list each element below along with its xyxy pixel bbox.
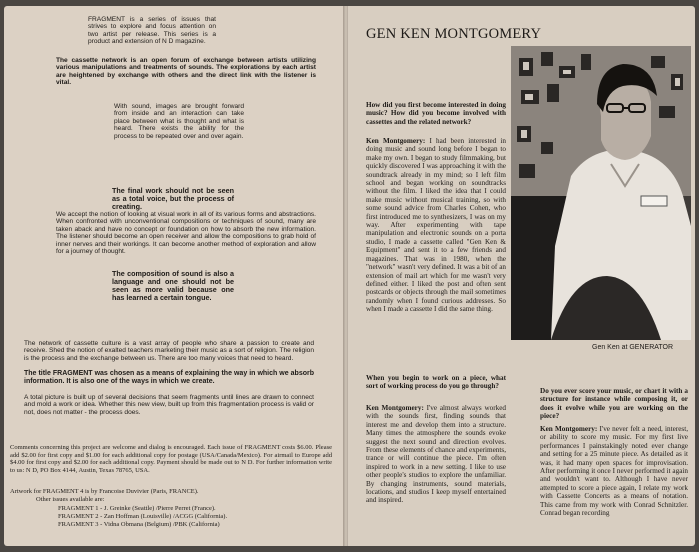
question-3: Do you ever score your music, or chart it with a structure for instance while composing it, or does it evolve while you are working on the piece? bbox=[540, 387, 688, 421]
answer-3-text: I've never felt a need, interest, or ability to score my music. For my first live performances I painstakingly noted ever change and setting for a 25 minute piece. As detailed as it was, it had many open spaces for improvisation. After performing it once I never performed it again and wouldn't want to. Although I have never attempted to score a piece again, I relate my work with Cassette Concerts as a means of notation. This came from my work with Conrad Schnitzler. Conrad began recording bbox=[540, 425, 689, 518]
photo-gen-ken bbox=[511, 46, 691, 340]
intro-paragraph: FRAGMENT is a series of issues that strives to explore and focus attention on two artist per release. This series is a product and extension of N D magazine. bbox=[88, 16, 216, 46]
answer-2-speaker: Ken Montgomery: bbox=[366, 404, 424, 412]
culture-paragraph: The network of cassette culture is a vast array of people who share a passion to create and receive. Shed the notion of exalted teachers marketing their music as a sort of religion. The religion is the process and the exchange between us. There are too many voices that need to heard. bbox=[24, 340, 314, 362]
answer-1-text: I had been interested in doing music and sound long before I began to make my own. I began to study filmmaking, but quickly discovered I was approaching it with the soundtrack already in my mind; so I left film school and began working on soundtracks without the film. I liked the idea that I could make music without musical training, so with some sound advice from Charles Cohen, who first introduced me to synthesizers, I was on my way. After experimenting with tape manipulation and electronic sounds on a porta studio, I made a cassette called "Gen Ken & Equipment" and sent it to a few friends and magazines. That was in 1980, when the "network" wasn't very defined. It was a bit of an extension of mail art which for me wasn't very defined either. I liked the post and often sent postcards or objects through the mail sometimes randomly when I found curious addresses. So when I made a cassette I did the same thing. bbox=[366, 137, 506, 314]
photo-caption: Gen Ken at GENERATOR bbox=[592, 344, 674, 351]
answer-3-speaker: Ken Montgomery: bbox=[540, 425, 598, 433]
answer-3 bbox=[540, 425, 688, 517]
article-title: GEN KEN MONTGOMERY bbox=[366, 26, 542, 42]
other-issues-heading: Other issues available are: bbox=[36, 496, 105, 503]
notion-paragraph: We accept the notion of looking at visual work in all of its various forms and abstractions. When confronted with unconventional compositions or techniques of sound, many are taken aback and have no concept or foundation on how to absorb the new information. The listener should become an open receiver and allow the compositions to grab hold of inner nerves and their workings. It can become another method of exploration and allow for a journey of thought. bbox=[56, 211, 316, 256]
answer-2-text: I've almost always worked with the sounds first, finding sounds that interest me and develop them into a structure. Many times the atmosphere the sounds evoke suggest the next sound and direction evolves. From these elements of chance and experiments, trance or will continue the piece. I'm often inspired to work in a new setting. I like to use other people's studios to explore the unfamiliar. By changing instruments, sound materials, locations, and studios I keep myself entertained and inspired. bbox=[366, 404, 506, 505]
other-issue-item: FRAGMENT 3 - Vidna Obmana (Belgium) /PBK (California) bbox=[58, 520, 220, 528]
right-page bbox=[348, 6, 695, 546]
title-chosen-paragraph: The title FRAGMENT was chosen as a means of explaining the way in which we absorb information. It is also one of the ways in which we create. bbox=[24, 370, 314, 385]
other-issues-list bbox=[58, 505, 328, 528]
other-issue-item: FRAGMENT 1 - J. Greinke (Seattle) /Pierre Perret (France). bbox=[58, 505, 216, 512]
final-work-paragraph: The final work should not be seen as a total voice, but the process of creating. bbox=[112, 186, 234, 211]
question-2: When you begin to work on a piece, what sort of working process do you go through? bbox=[366, 374, 506, 391]
other-issue-item: FRAGMENT 2 - Zan Hoffman (Louisville) /ACGG (California). bbox=[58, 512, 228, 520]
answer-1-speaker: Ken Montgomery: bbox=[366, 137, 426, 145]
artwork-credit: Artwork for FRAGMENT 4 is by Francoise Duvivier (Paris, FRANCE). bbox=[10, 488, 199, 495]
composition-paragraph: The composition of sound is also a language and one should not be seen as more valid because one has learned a certain tongue. bbox=[112, 269, 234, 302]
images-paragraph: With sound, images are brought forward from inside and an interaction can take place between what is thought and what is heard. There exists the ability for the process to be repeated over and over again. bbox=[114, 103, 244, 140]
left-page bbox=[4, 6, 344, 546]
answer-2 bbox=[366, 404, 506, 505]
answer-1 bbox=[366, 137, 506, 314]
question-1: How did you first become interested in doing music? How did you become involved with cassettes and the related network? bbox=[366, 101, 506, 126]
total-picture-paragraph: A total picture is built up of several decisions that seem fragments until lines are drawn to connect and mold a work or idea. Whether this new view, built up from this fragmentation process is valid or not, does not matter - the process does. bbox=[24, 394, 314, 416]
network-paragraph: The cassette network is an open forum of exchange between artists utilizing various manipulations and treatments of sounds. The explorations by each artist are heightened by exchange with others and the direct link with the listener is vital. bbox=[56, 57, 316, 87]
comments-paragraph: Comments concerning this project are welcome and dialog is encouraged. Each issue of FRAGMENT costs $6.00. Please add $2.00 for first copy and $1.00 for each additional copy for postage (USA/Canada/Mexico). For airmail to Europe add $4.00 for first copy and $2.00 for each additional copy. Payment should be made out to N D. For further information write to us: N D, PO Box 4144, Austin, Texas 78765, USA. bbox=[10, 444, 332, 474]
